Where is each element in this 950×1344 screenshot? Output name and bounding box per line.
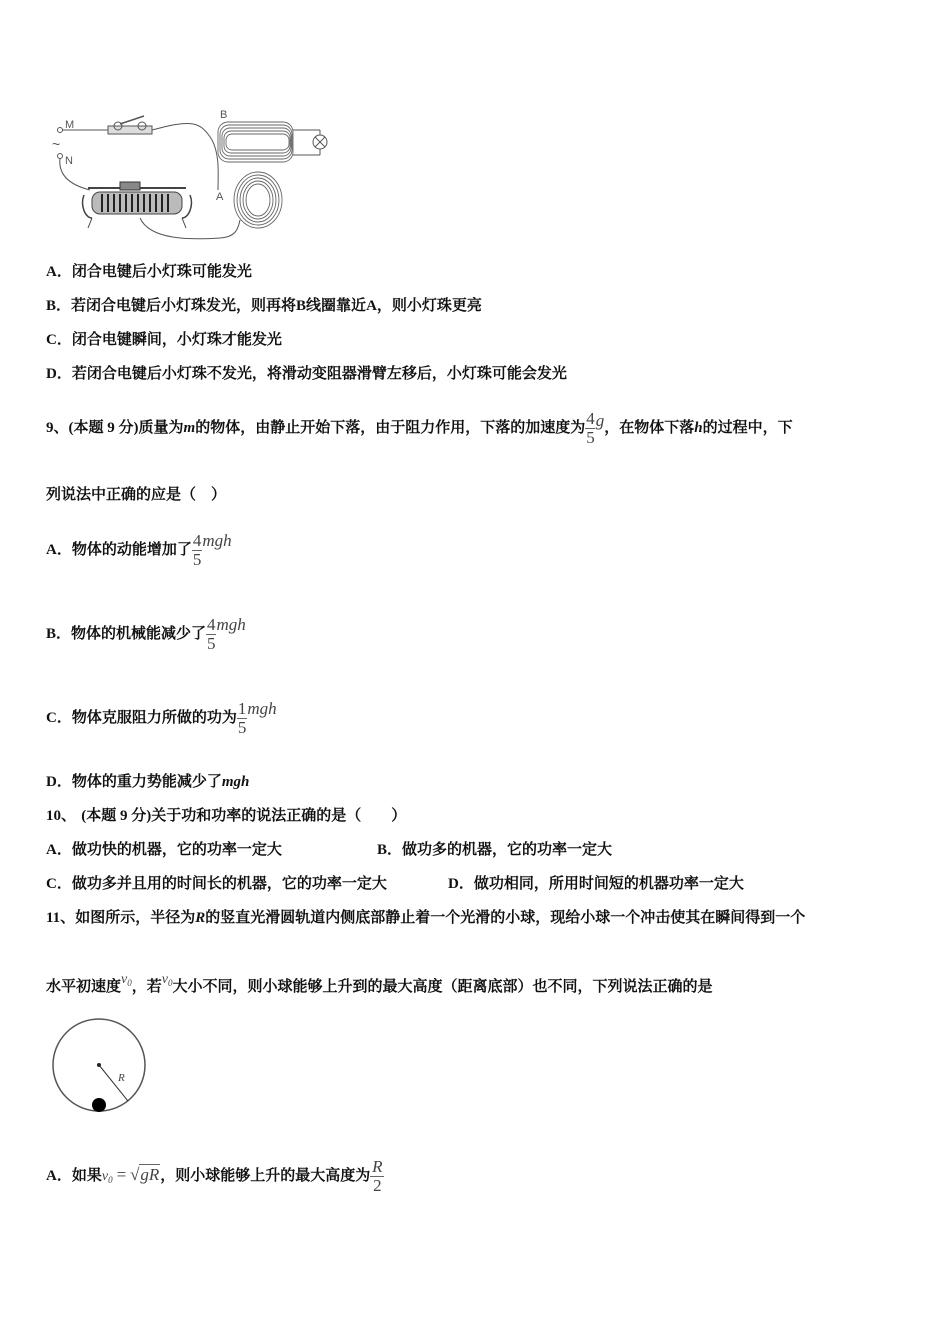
q8-option-d[interactable]: D．若闭合电键后小灯珠不发光，将滑动变阻器滑臂左移后，小灯珠可能会发光 (46, 364, 567, 382)
q10-stem: 10、 (本题 9 分)关于功和功率的说法正确的是（ ） (46, 806, 407, 824)
label-a: A (216, 191, 224, 203)
q9-option-c[interactable]: C．物体克服阻力所做的功为 $\frac{1}{5}$ mgh (46, 698, 277, 737)
q9-option-b[interactable]: B．物体的机械能减少了 $\frac{4}{5}$ mgh (46, 614, 246, 653)
label-ac: ~ (52, 136, 61, 152)
sqrt-gR: √gR (130, 1165, 160, 1184)
q9-option-a[interactable]: A．物体的动能增加了 $\frac{4}{5}$ mgh (46, 530, 232, 569)
q9-stem: 9、(本题 9 分)质量为m的物体，由静止开始下落，由于阻力作用，下落的加速度为 $\frac{4}{5}$ g，在物体下落h的过程中，下 (46, 408, 793, 447)
q8-option-c[interactable]: C．闭合电键瞬间，小灯珠才能发光 (46, 330, 282, 348)
q11-stem: 11、如图所示，半径为R的竖直光滑圆轨道内侧底部静止着一个光滑的小球，现给小球一个冲击使其在瞬间得到一个 (46, 908, 806, 926)
label-m: M (65, 119, 75, 131)
q10-option-a[interactable]: A．做功快的机器，它的功率一定大 (46, 840, 282, 858)
q11-stem-line2: 水平初速度$v_0$，若$v_0$大小不同，则小球能够上升到的最大高度（距离底部）也不同，下列说法正确的是 (46, 972, 713, 995)
circuit-figure (40, 100, 340, 245)
ball (92, 1098, 106, 1112)
q11-option-a[interactable]: A．如果$v_0 = √gR$，则小球能够上升的最大高度为 $\frac{R}{2}$ (46, 1156, 383, 1195)
q10-option-b[interactable]: B．做功多的机器，它的功率一定大 (377, 840, 613, 858)
q9-option-d[interactable]: D．物体的重力势能减少了mgh (46, 772, 250, 790)
fraction-r-2: $\frac{R}{2}$ (372, 1156, 383, 1195)
label-n: N (65, 155, 73, 167)
q9-stem-line2: 列说法中正确的应是（ ） (46, 485, 227, 503)
label-b: B (220, 109, 228, 121)
q10-option-c[interactable]: C．做功多并且用的时间长的机器，它的功率一定大 (46, 874, 387, 892)
radius-label: R (118, 1072, 125, 1084)
circle-track-figure (46, 1015, 156, 1120)
fraction-4-5: $\frac{4}{5}$ (586, 408, 595, 447)
q8-option-a[interactable]: A．闭合电键后小灯珠可能发光 (46, 262, 252, 280)
q8-option-b[interactable]: B．若闭合电键后小灯珠发光，则再将B线圈靠近A，则小灯珠更亮 (46, 296, 482, 314)
q10-option-d[interactable]: D．做功相同，所用时间短的机器功率一定大 (448, 874, 744, 892)
